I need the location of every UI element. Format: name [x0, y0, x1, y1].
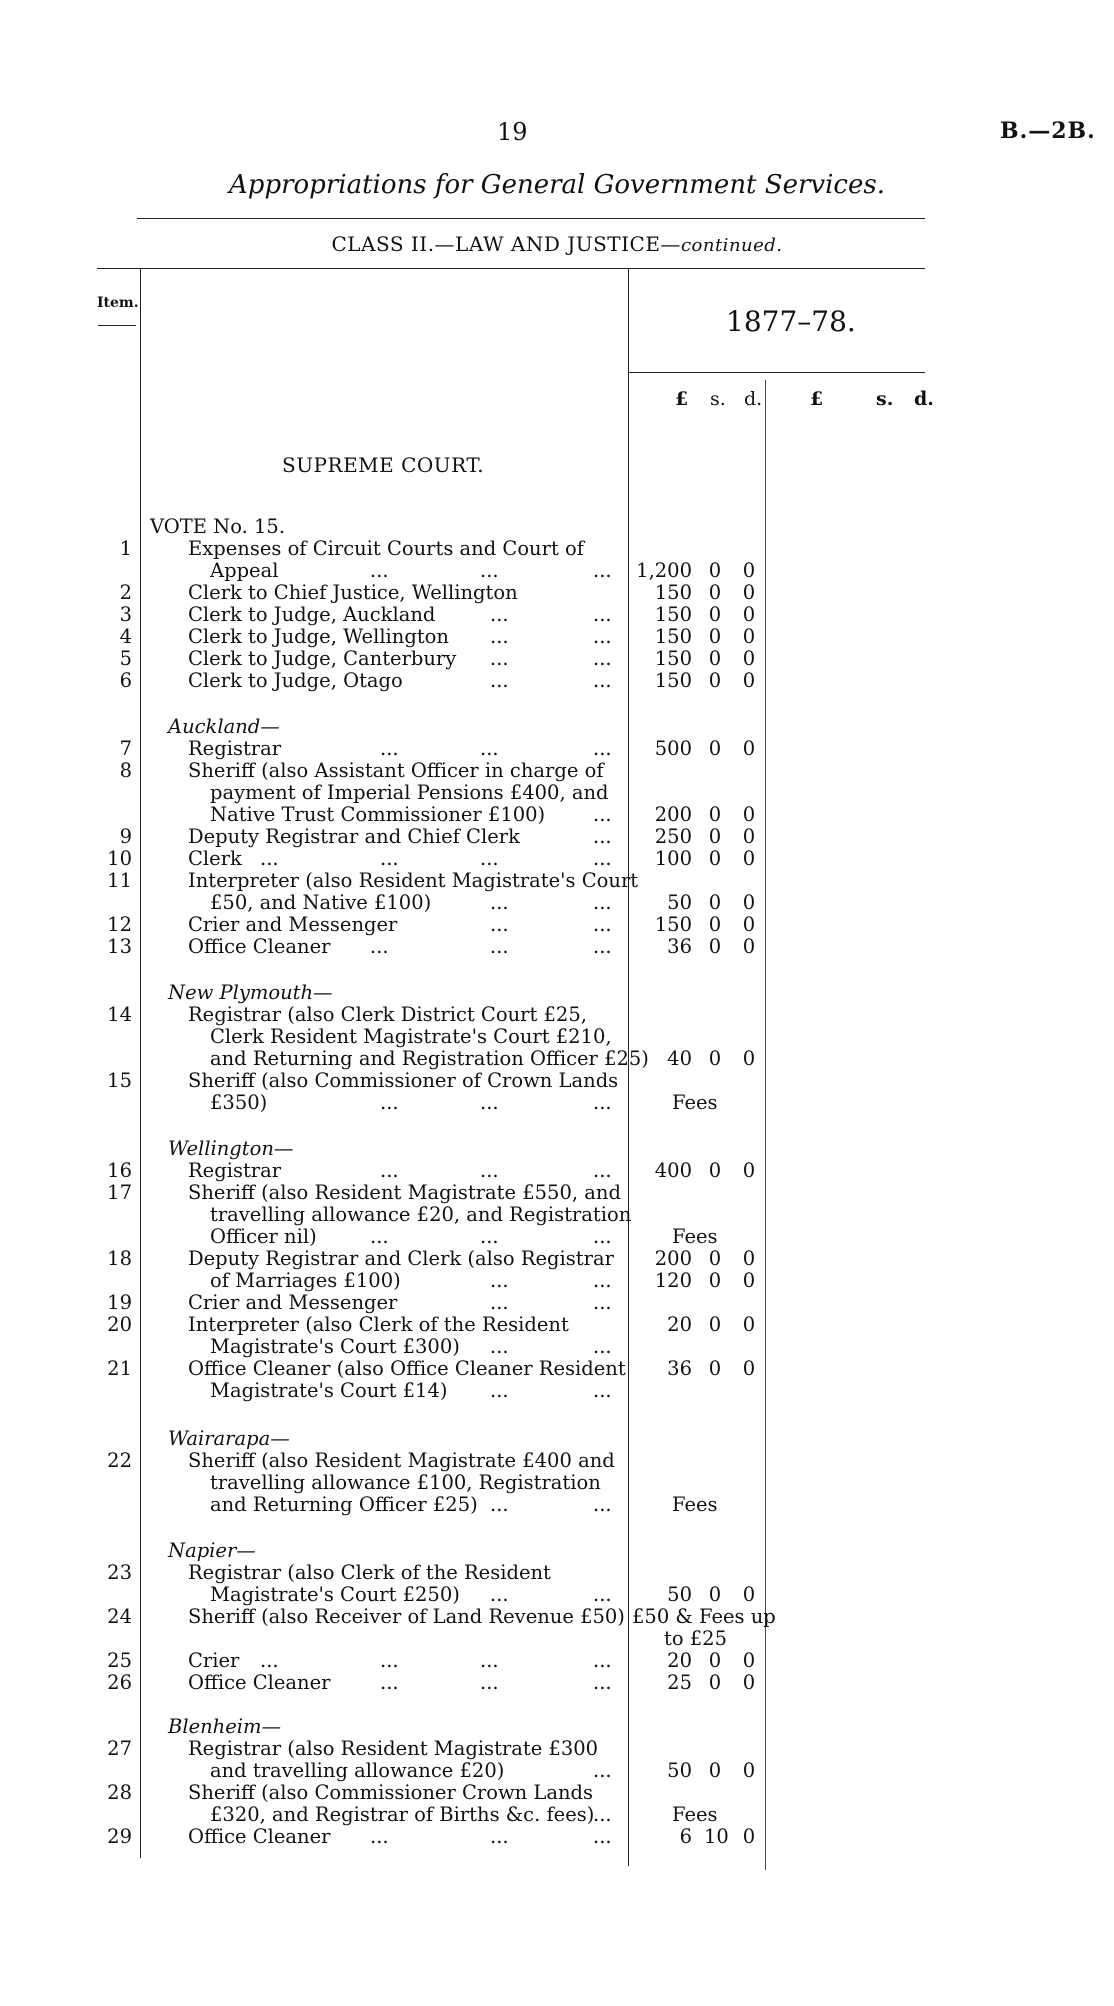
amount-pounds: 250	[654, 825, 692, 848]
item-description: Interpreter (also Clerk of the Resident	[188, 1313, 569, 1336]
leader-dots: ...	[593, 1159, 612, 1182]
item-number: 4	[119, 625, 132, 648]
item-description: Crier and Messenger	[188, 1291, 398, 1314]
item-number: 24	[107, 1605, 132, 1628]
vote-number: VOTE No. 15.	[150, 515, 286, 538]
item-description: Registrar	[188, 737, 282, 760]
item-description: Officer nil)	[210, 1225, 317, 1248]
leader-dots: ...	[380, 1091, 399, 1114]
table-row	[0, 1026, 1114, 1048]
leader-dots: ...	[370, 1825, 389, 1848]
item-description: Sheriff (also Resident Magistrate £550, and	[188, 1181, 621, 1204]
leader-dots: ...	[593, 913, 612, 936]
leader-dots: ...	[490, 913, 509, 936]
leader-dots: ...	[380, 847, 399, 870]
leader-dots: ...	[480, 737, 499, 760]
item-description: travelling allowance £20, and Registration	[210, 1203, 632, 1226]
item-number: 5	[119, 647, 132, 670]
table-row	[0, 560, 1114, 582]
item-description: £350)	[210, 1091, 268, 1114]
amount-pence: 0	[742, 825, 756, 848]
leader-dots: ...	[593, 647, 612, 670]
pence-header-2: d.	[914, 388, 934, 410]
amount-pence: 0	[742, 1269, 756, 1292]
amount-shillings: 0	[708, 1159, 722, 1182]
amount-pence: 0	[742, 559, 756, 582]
amount-pounds: 40	[667, 1047, 692, 1070]
amount-shillings: 0	[708, 1583, 722, 1606]
leader-dots: ...	[593, 1269, 612, 1292]
item-description: travelling allowance £100, Registration	[210, 1471, 601, 1494]
year-heading: 1877–78.	[726, 305, 856, 338]
leader-dots: ...	[370, 1225, 389, 1248]
item-description: of Marriages £100)	[210, 1269, 401, 1292]
item-number: 18	[107, 1247, 132, 1270]
leader-dots: ...	[490, 891, 509, 914]
item-description: £50, and Native £100)	[210, 891, 432, 914]
amount-fees: Fees	[672, 1091, 718, 1114]
item-number: 12	[107, 913, 132, 936]
item-number: 3	[119, 603, 132, 626]
table-row	[0, 826, 1114, 848]
amount-pence: 0	[742, 891, 756, 914]
item-description: Registrar	[188, 1159, 282, 1182]
leader-dots: ...	[593, 1225, 612, 1248]
item-description: Appeal	[210, 559, 279, 582]
item-number: 16	[107, 1159, 132, 1182]
table-row	[0, 1226, 1114, 1248]
amount-pounds: 150	[654, 625, 692, 648]
section-title: SUPREME COURT.	[282, 453, 485, 477]
leader-dots: ...	[593, 1825, 612, 1848]
item-description: Office Cleaner	[188, 935, 331, 958]
item-number: 9	[119, 825, 132, 848]
table-row	[0, 804, 1114, 826]
item-header-rule	[98, 325, 136, 326]
table-row	[0, 1204, 1114, 1226]
amount-pence: 0	[742, 1671, 756, 1694]
group-heading: Wairarapa—	[168, 1427, 290, 1450]
amount-shillings: 10	[704, 1825, 729, 1848]
amount-shillings: 0	[708, 825, 722, 848]
item-description: Registrar (also Resident Magistrate £300	[188, 1737, 599, 1760]
leader-dots: ...	[593, 603, 612, 626]
table-row	[0, 1826, 1114, 1848]
table-row	[0, 670, 1114, 692]
table-row	[0, 538, 1114, 560]
table-row	[0, 1584, 1114, 1606]
amount-pence: 0	[742, 1313, 756, 1336]
table-row	[0, 1070, 1114, 1092]
amount-pounds: 20	[667, 1313, 692, 1336]
amount-pence: 0	[742, 669, 756, 692]
leader-dots: ...	[593, 625, 612, 648]
leader-dots: ...	[490, 935, 509, 958]
table-row	[0, 870, 1114, 892]
item-number: 7	[119, 737, 132, 760]
shillings-header: s.	[710, 388, 726, 410]
amount-pence: 0	[742, 1047, 756, 1070]
table-row	[0, 1672, 1114, 1694]
item-description: Deputy Registrar and Clerk (also Registrar	[188, 1247, 614, 1270]
leader-dots: ...	[380, 1159, 399, 1182]
leader-dots: ...	[593, 1335, 612, 1358]
item-number: 17	[107, 1181, 132, 1204]
group-heading: Auckland—	[168, 715, 280, 738]
amount-pounds: 120	[654, 1269, 692, 1292]
amount-pence: 0	[742, 647, 756, 670]
table-row	[0, 1358, 1114, 1380]
year-rule	[628, 372, 925, 373]
leader-dots: ...	[490, 1335, 509, 1358]
item-description: payment of Imperial Pensions £400, and	[210, 781, 609, 804]
table-row	[0, 582, 1114, 604]
table-row	[0, 1314, 1114, 1336]
item-description: and travelling allowance £20)	[210, 1759, 505, 1782]
leader-dots: ...	[593, 1493, 612, 1516]
amount-fees: Fees	[672, 1225, 718, 1248]
item-description: Office Cleaner (also Office Cleaner Resident	[188, 1357, 626, 1380]
item-number: 21	[107, 1357, 132, 1380]
leader-dots: ...	[480, 1159, 499, 1182]
amount-shillings: 0	[708, 913, 722, 936]
amount-pence: 0	[742, 913, 756, 936]
amount-pounds: 400	[654, 1159, 692, 1182]
amount-pounds: 25	[667, 1671, 692, 1694]
item-description: Clerk Resident Magistrate's Court £210,	[210, 1025, 612, 1048]
item-description: Clerk to Judge, Auckland	[188, 603, 436, 626]
amount-pounds: 50	[667, 1759, 692, 1782]
table-row	[0, 604, 1114, 626]
table-row	[0, 1562, 1114, 1584]
amount-shillings: 0	[708, 1269, 722, 1292]
leader-dots: ...	[260, 1649, 279, 1672]
item-description: £320, and Registrar of Births &c. fees)	[210, 1803, 595, 1826]
page-number: 19	[497, 118, 528, 146]
leader-dots: ...	[480, 1091, 499, 1114]
table-row	[0, 1606, 1114, 1628]
class-heading-main: CLASS II.—LAW AND JUSTICE—	[331, 232, 681, 256]
leader-dots: ...	[380, 1671, 399, 1694]
table-row	[0, 760, 1114, 782]
amount-pounds: 100	[654, 847, 692, 870]
item-description: and Returning and Registration Officer £25)	[210, 1047, 649, 1070]
amount-shillings: 0	[708, 1759, 722, 1782]
leader-dots: ...	[593, 737, 612, 760]
table-row	[0, 936, 1114, 958]
table-row	[0, 626, 1114, 648]
item-number: 23	[107, 1561, 132, 1584]
class-heading-suffix: continued.	[680, 235, 783, 256]
item-description: Sheriff (also Commissioner of Crown Lands	[188, 1069, 619, 1092]
table-row	[0, 1472, 1114, 1494]
item-number: 11	[107, 869, 132, 892]
item-number: 10	[107, 847, 132, 870]
item-description: Clerk to Judge, Wellington	[188, 625, 449, 648]
table-row	[0, 848, 1114, 870]
class-heading	[0, 232, 1114, 256]
item-description: Expenses of Circuit Courts and Court of	[188, 537, 584, 560]
table-row	[0, 1292, 1114, 1314]
amount-pence: 0	[742, 803, 756, 826]
amount-pence: 0	[742, 1357, 756, 1380]
table-row	[0, 782, 1114, 804]
table-row	[0, 1336, 1114, 1358]
amount-shillings: 0	[708, 1357, 722, 1380]
amount-shillings: 0	[708, 603, 722, 626]
amount-pounds: 150	[654, 669, 692, 692]
group-heading: Wellington—	[168, 1137, 294, 1160]
item-number: 19	[107, 1291, 132, 1314]
amount-fees-cont: to £25	[664, 1627, 727, 1650]
table-row	[0, 1738, 1114, 1760]
item-number: 28	[107, 1781, 132, 1804]
item-description: Sheriff (also Receiver of Land Revenue £50)	[188, 1605, 625, 1628]
table-row	[0, 1782, 1114, 1804]
amount-pence: 0	[742, 581, 756, 604]
amount-pence: 0	[742, 625, 756, 648]
amount-shillings: 0	[708, 737, 722, 760]
amount-shillings: 0	[708, 803, 722, 826]
amount-shillings: 0	[708, 625, 722, 648]
amount-pence: 0	[742, 1649, 756, 1672]
table-row	[0, 1182, 1114, 1204]
group-heading: New Plymouth—	[168, 981, 333, 1004]
item-description: Sheriff (also Commissioner Crown Lands	[188, 1781, 594, 1804]
leader-dots: ...	[593, 825, 612, 848]
leader-dots: ...	[380, 737, 399, 760]
amount-shillings: 0	[708, 647, 722, 670]
table-row	[0, 648, 1114, 670]
leader-dots: ...	[490, 647, 509, 670]
item-description: Clerk	[188, 847, 242, 870]
item-description: Sheriff (also Resident Magistrate £400 and	[188, 1449, 615, 1472]
item-description: Crier and Messenger	[188, 913, 398, 936]
leader-dots: ...	[370, 559, 389, 582]
item-number: 14	[107, 1003, 132, 1026]
item-number: 8	[119, 759, 132, 782]
amount-pounds: 36	[667, 1357, 692, 1380]
item-description: Office Cleaner	[188, 1671, 331, 1694]
item-number: 6	[119, 669, 132, 692]
amount-pounds: 200	[654, 803, 692, 826]
item-column-header: Item.	[97, 295, 139, 311]
amount-pounds: 200	[654, 1247, 692, 1270]
leader-dots: ...	[593, 1803, 612, 1826]
pence-header: d.	[744, 388, 763, 410]
table-row	[0, 1650, 1114, 1672]
amount-pounds: 20	[667, 1649, 692, 1672]
shillings-header-2: s.	[876, 388, 894, 410]
item-description: Interpreter (also Resident Magistrate's Court	[188, 869, 639, 892]
item-description: Registrar (also Clerk of the Resident	[188, 1561, 551, 1584]
item-number: 27	[107, 1737, 132, 1760]
table-row	[0, 1004, 1114, 1026]
pounds-header-2: £	[810, 388, 824, 410]
item-number: 13	[107, 935, 132, 958]
leader-dots: ...	[480, 1671, 499, 1694]
item-number: 29	[107, 1825, 132, 1848]
table-row	[0, 1048, 1114, 1070]
table-row	[0, 1160, 1114, 1182]
leader-dots: ...	[370, 935, 389, 958]
item-description: Clerk to Judge, Canterbury	[188, 647, 457, 670]
leader-dots: ...	[490, 1291, 509, 1314]
amount-fees: Fees	[672, 1803, 718, 1826]
leader-dots: ...	[490, 625, 509, 648]
amount-pence: 0	[742, 1759, 756, 1782]
item-description: Office Cleaner	[188, 1825, 331, 1848]
title-rule	[137, 218, 925, 219]
table-row	[0, 1092, 1114, 1114]
amount-pence: 0	[742, 1583, 756, 1606]
amount-pounds: 36	[667, 935, 692, 958]
item-description: Clerk to Judge, Otago	[188, 669, 403, 692]
item-description: Native Trust Commissioner £100)	[210, 803, 546, 826]
amount-shillings: 0	[708, 559, 722, 582]
document-reference: B.—2B.	[1000, 118, 1096, 144]
amount-shillings: 0	[708, 581, 722, 604]
item-description: Clerk to Chief Justice, Wellington	[188, 581, 518, 604]
leader-dots: ...	[490, 1379, 509, 1402]
leader-dots: ...	[260, 847, 279, 870]
leader-dots: ...	[593, 891, 612, 914]
amount-pence: 0	[742, 1159, 756, 1182]
table-row	[0, 1760, 1114, 1782]
amount-pounds: 1,200	[636, 559, 692, 582]
table-top-rule	[97, 268, 925, 269]
item-number: 25	[107, 1649, 132, 1672]
table-row	[0, 738, 1114, 760]
leader-dots: ...	[380, 1649, 399, 1672]
item-number: 2	[119, 581, 132, 604]
leader-dots: ...	[480, 559, 499, 582]
amount-shillings: 0	[708, 847, 722, 870]
table-row	[0, 1494, 1114, 1516]
item-description: Magistrate's Court £300)	[210, 1335, 460, 1358]
item-description: Registrar (also Clerk District Court £25,	[188, 1003, 587, 1026]
amount-shillings: 0	[708, 669, 722, 692]
amount-pounds: 50	[667, 1583, 692, 1606]
leader-dots: ...	[593, 559, 612, 582]
leader-dots: ...	[490, 1583, 509, 1606]
leader-dots: ...	[490, 1493, 509, 1516]
item-number: 1	[119, 537, 132, 560]
amount-pounds: 150	[654, 603, 692, 626]
leader-dots: ...	[490, 603, 509, 626]
amount-shillings: 0	[708, 1247, 722, 1270]
leader-dots: ...	[490, 669, 509, 692]
amount-pence: 0	[742, 935, 756, 958]
amount-pounds: 150	[654, 647, 692, 670]
item-description: and Returning Officer £25)	[210, 1493, 478, 1516]
leader-dots: ...	[593, 1091, 612, 1114]
amount-shillings: 0	[708, 1671, 722, 1694]
leader-dots: ...	[593, 935, 612, 958]
table-row	[0, 1380, 1114, 1402]
leader-dots: ...	[480, 847, 499, 870]
amount-shillings: 0	[708, 935, 722, 958]
amount-pounds: 500	[654, 737, 692, 760]
item-number: 22	[107, 1449, 132, 1472]
amount-pounds: 50	[667, 891, 692, 914]
item-description: Deputy Registrar and Chief Clerk	[188, 825, 520, 848]
group-heading: Blenheim—	[168, 1715, 281, 1738]
leader-dots: ...	[593, 803, 612, 826]
pounds-header: £	[675, 388, 689, 410]
amount-pounds: 150	[654, 913, 692, 936]
table-row	[0, 892, 1114, 914]
amount-pence: 0	[742, 603, 756, 626]
leader-dots: ...	[593, 1291, 612, 1314]
leader-dots: ...	[593, 1379, 612, 1402]
item-description: Sheriff (also Assistant Officer in charge of	[188, 759, 604, 782]
item-description: Magistrate's Court £14)	[210, 1379, 448, 1402]
leader-dots: ...	[480, 1649, 499, 1672]
amount-fees: £50 & Fees up	[632, 1605, 776, 1628]
amount-pounds: 150	[654, 581, 692, 604]
item-number: 26	[107, 1671, 132, 1694]
page-title: Appropriations for General Government Services.	[229, 170, 885, 200]
amount-pence: 0	[742, 847, 756, 870]
amount-pounds: 6	[679, 1825, 692, 1848]
table-row	[0, 1450, 1114, 1472]
leader-dots: ...	[480, 1225, 499, 1248]
leader-dots: ...	[593, 1759, 612, 1782]
leader-dots: ...	[593, 1583, 612, 1606]
item-description: Magistrate's Court £250)	[210, 1583, 460, 1606]
amount-pence: 0	[742, 737, 756, 760]
leader-dots: ...	[490, 1825, 509, 1848]
amount-pence: 0	[742, 1247, 756, 1270]
leader-dots: ...	[593, 1649, 612, 1672]
item-number: 15	[107, 1069, 132, 1092]
leader-dots: ...	[593, 1671, 612, 1694]
table-row	[0, 1804, 1114, 1826]
amount-fees: Fees	[672, 1493, 718, 1516]
leader-dots: ...	[593, 669, 612, 692]
amount-shillings: 0	[708, 1313, 722, 1336]
table-row	[0, 1248, 1114, 1270]
amount-shillings: 0	[708, 1047, 722, 1070]
table-row	[0, 1270, 1114, 1292]
group-heading: Napier—	[168, 1539, 256, 1562]
leader-dots: ...	[490, 1269, 509, 1292]
amount-shillings: 0	[708, 1649, 722, 1672]
table-row	[0, 914, 1114, 936]
item-description: Crier	[188, 1649, 240, 1672]
item-number: 20	[107, 1313, 132, 1336]
amount-pence: 0	[742, 1825, 756, 1848]
amount-shillings: 0	[708, 891, 722, 914]
table-row	[0, 1628, 1114, 1650]
leader-dots: ...	[593, 847, 612, 870]
